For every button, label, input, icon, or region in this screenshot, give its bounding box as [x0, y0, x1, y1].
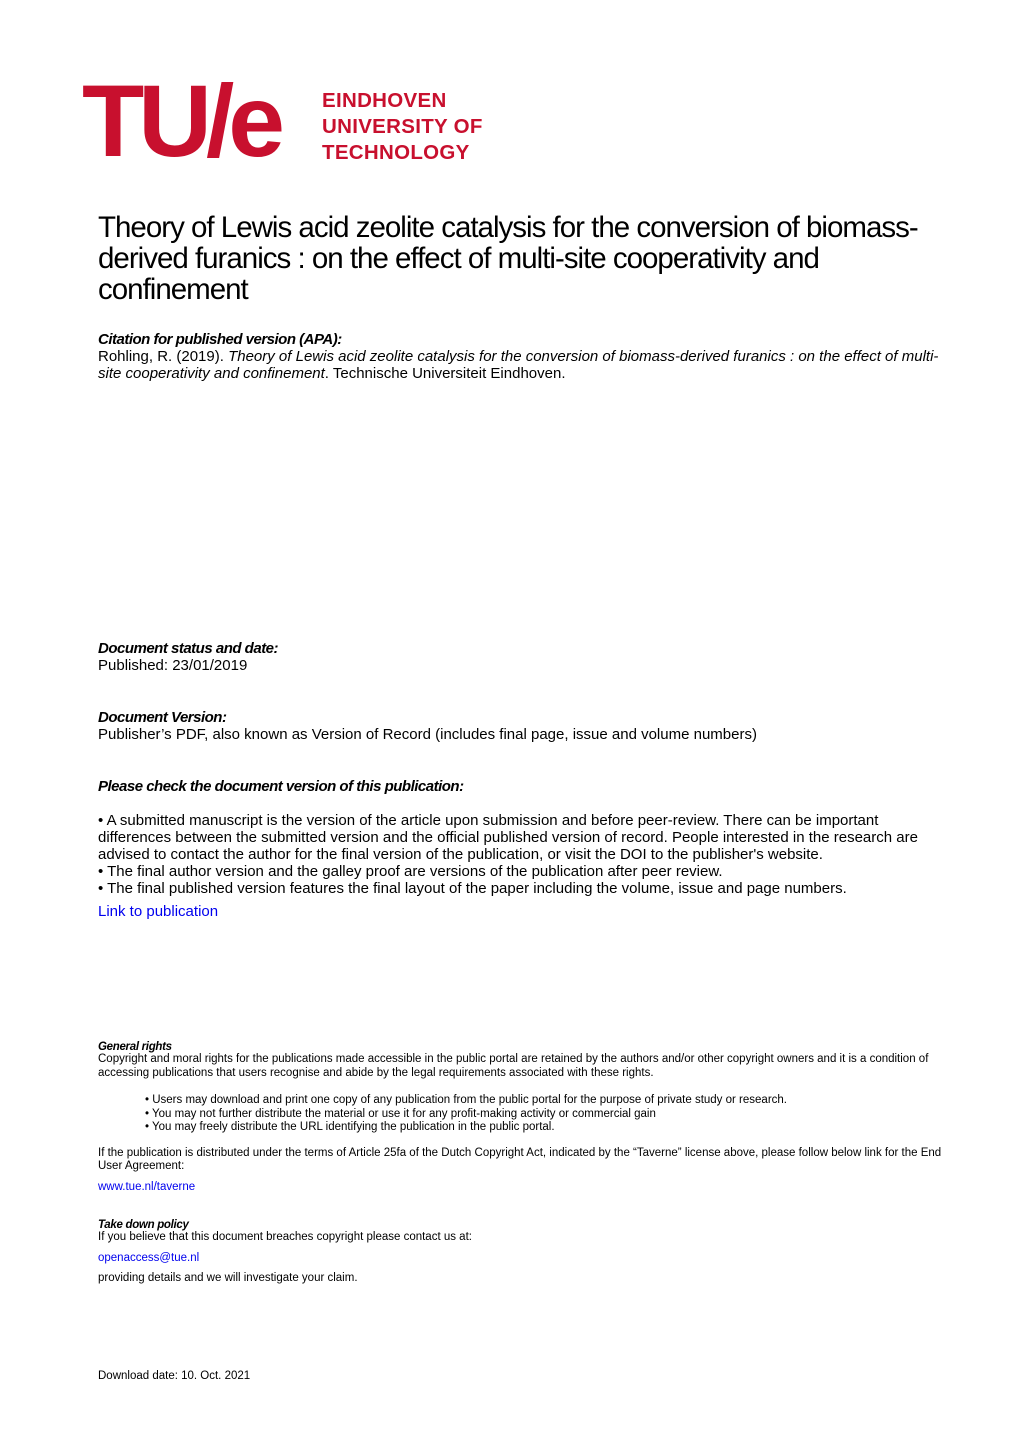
check-version-bullets: [98, 812, 938, 920]
university-name-line: UNIVERSITY OF: [322, 115, 483, 138]
university-name-line: EINDHOVEN: [322, 89, 447, 112]
document-title: Theory of Lewis acid zeolite catalysis for the conversion of biomass-derived furanics : on the effect of multi-site cooperativity and confinement: [98, 211, 918, 306]
status-value: Published: 23/01/2019: [98, 657, 248, 674]
takedown-text: If you believe that this document breaches copyright please contact us at:: [98, 1231, 472, 1243]
citation-publisher: . Technische Universiteit Eindhoven.: [324, 365, 566, 382]
takedown-closing: providing details and we will investigate your claim.: [98, 1272, 358, 1284]
contact-email-link[interactable]: openaccess@tue.nl: [98, 1251, 200, 1264]
list-item: • You may freely distribute the URL identifying the publication in the public portal.: [145, 1121, 555, 1133]
takedown-label: Take down policy: [98, 1219, 189, 1231]
rights-bullet-list: [145, 1094, 958, 1135]
version-section: [98, 709, 757, 743]
taverne-link[interactable]: www.tue.nl/taverne: [98, 1180, 196, 1193]
citation-label: Citation for published version (APA):: [98, 331, 342, 348]
citation-work-title: Theory of Lewis acid zeolite catalysis for the conversion of biomass-derived furanics : on the effect of multi-site cooperativity and confinement: [98, 348, 939, 382]
general-rights-text: Copyright and moral rights for the publications made accessible in the public portal are retained by the authors and/or other copyright owners and it is a condition of accessing publications that users recognise and abide by the legal requirements associated with these rights.: [98, 1053, 929, 1079]
tue-logo-mark: TU/e: [82, 64, 280, 178]
citation-authors: Rohling, R. (2019).: [98, 348, 229, 365]
version-label: Document Version:: [98, 709, 227, 726]
download-date: Download date: 10. Oct. 2021: [98, 1370, 251, 1382]
status-section: [98, 640, 278, 674]
general-rights-section: [98, 1041, 958, 1194]
takedown-section: [98, 1219, 958, 1286]
citation-text: [98, 348, 958, 382]
university-name-line: TECHNOLOGY: [322, 141, 470, 164]
taverne-text: If the publication is distributed under the terms of Article 25fa of the Dutch Copyright Act, indicated by the “Taverne” license above, please follow below link for the End User Agreement:: [98, 1146, 942, 1172]
list-item: • A submitted manuscript is the version of the article upon submission and before peer-review. There can be important differences between the submitted version and the official published version of record. People interested in the research are advised to contact the author for the final version of the publication, or visit the DOI to the publisher's website.: [98, 812, 918, 863]
version-value: Publisher’s PDF, also known as Version of Record (includes final page, issue and volume numbers): [98, 726, 757, 743]
citation-section: [98, 331, 958, 382]
status-label: Document status and date:: [98, 640, 279, 657]
list-item: • The final author version and the galley proof are versions of the publication after peer review.: [98, 863, 723, 880]
list-item: • Users may download and print one copy of any publication from the public portal for the purpose of private study or research.: [145, 1094, 787, 1106]
university-name: [322, 88, 483, 166]
list-item: • The final published version features the final layout of the paper including the volume, issue and page numbers.: [98, 880, 847, 897]
general-rights-label: General rights: [98, 1041, 172, 1053]
publication-link[interactable]: Link to publication: [98, 903, 219, 920]
list-item: • You may not further distribute the material or use it for any profit-making activity or commercial gain: [145, 1107, 656, 1120]
check-version-label: Please check the document version of this publication:: [98, 778, 464, 795]
